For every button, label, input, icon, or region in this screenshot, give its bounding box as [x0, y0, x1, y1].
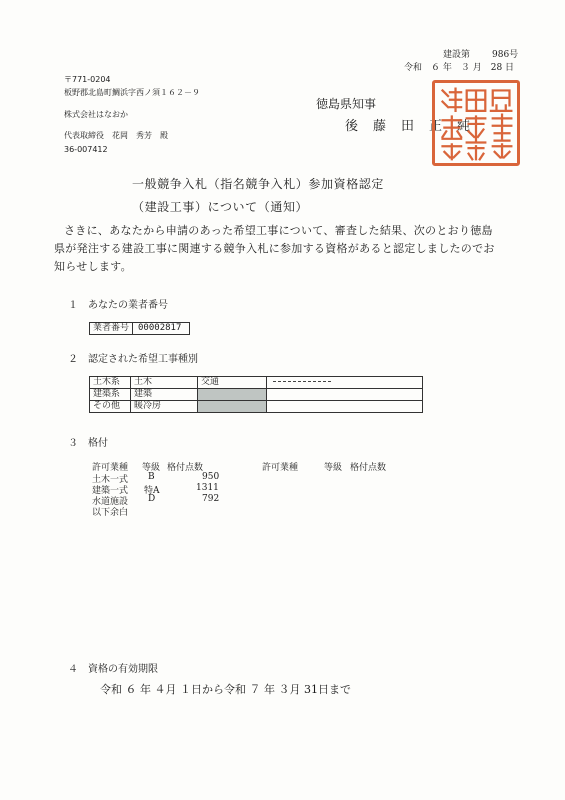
section2-heading: ２ 認定された希望工事種別: [68, 354, 198, 365]
grade-level: B: [148, 472, 155, 482]
work-extra: [198, 401, 267, 413]
work-type: 建築: [131, 389, 198, 401]
seal-glyphs-icon: [435, 83, 517, 163]
grade-score: 950: [202, 472, 220, 482]
validity-period: 令和 ６ 年 ４月 １日から令和 ７ 年 ３月 31日まで: [100, 683, 351, 696]
section4-heading: ４ 資格の有効期限: [68, 664, 158, 675]
work-blank: [267, 377, 423, 389]
work-category: 土木系: [90, 377, 131, 389]
col-header-type-2: 許可業種: [262, 463, 299, 473]
section3-heading: ３ 格付: [68, 438, 108, 449]
grade-score: 1311: [196, 483, 219, 493]
work-extra: [198, 389, 267, 401]
issuer-title: 徳島県知事: [316, 97, 377, 111]
body-paragraph: さきに、あなたから申請のあった希望工事について、審査した結果、次のとおり徳島県が発注する建設工事に関連する競争入札に参加する資格があると認定しましたのでお知らせします。: [54, 224, 495, 273]
table-row: [90, 377, 423, 389]
grade-level: D: [148, 494, 156, 504]
work-type-table: [89, 376, 423, 413]
issuer-name: 後 藤 田 正 純: [345, 119, 472, 134]
recipient-code: 36-007412: [64, 145, 108, 154]
grade-type: 建築一式: [92, 486, 129, 496]
work-blank: [267, 389, 423, 401]
col-header-grade-2: 等級: [324, 463, 343, 473]
official-seal: [432, 80, 520, 166]
issue-date: 令和 ６ 年 ３ 月 28 日: [404, 63, 515, 73]
section1-heading: １ あなたの業者番号: [68, 300, 168, 311]
document-title-line2: （建設工事）について（通知）: [132, 200, 309, 214]
work-type: 土木: [131, 377, 198, 389]
doc-number-label: 建設第: [443, 50, 471, 60]
grade-level: 特A: [144, 486, 160, 496]
work-extra: 交通: [198, 377, 267, 389]
work-type: 暖冷房: [131, 401, 198, 413]
col-header-score: 格付点数: [167, 463, 204, 473]
recipient-address: 板野郡北島町鯛浜字西ノ須１６２－９: [64, 88, 200, 97]
grade-type: 水道施設: [92, 497, 129, 507]
contractor-number-value: 00002817: [133, 323, 190, 335]
work-category: その他: [90, 401, 131, 413]
document-title-line1: 一般競争入札（指名競争入札）参加資格認定: [132, 177, 385, 191]
col-header-score-2: 格付点数: [350, 463, 387, 473]
grade-score: 792: [202, 494, 220, 504]
contractor-number-table: [89, 322, 190, 335]
col-header-grade: 等級: [142, 463, 161, 473]
contractor-number-label: 業者番号: [90, 323, 133, 335]
postal-code: 〒771-0204: [64, 75, 111, 84]
work-blank: [267, 401, 423, 413]
recipient-company: 株式会社はなおか: [64, 110, 128, 119]
table-row: [90, 401, 423, 413]
table-row: [90, 389, 423, 401]
col-header-type: 許可業種: [92, 463, 129, 473]
grade-type: 土木一式: [92, 475, 129, 485]
work-category: 建築系: [90, 389, 131, 401]
recipient-representative: 代表取締役 花岡 秀芳 殿: [64, 131, 168, 140]
grade-remainder: 以下余白: [92, 508, 129, 518]
doc-number: 986号: [492, 50, 519, 60]
